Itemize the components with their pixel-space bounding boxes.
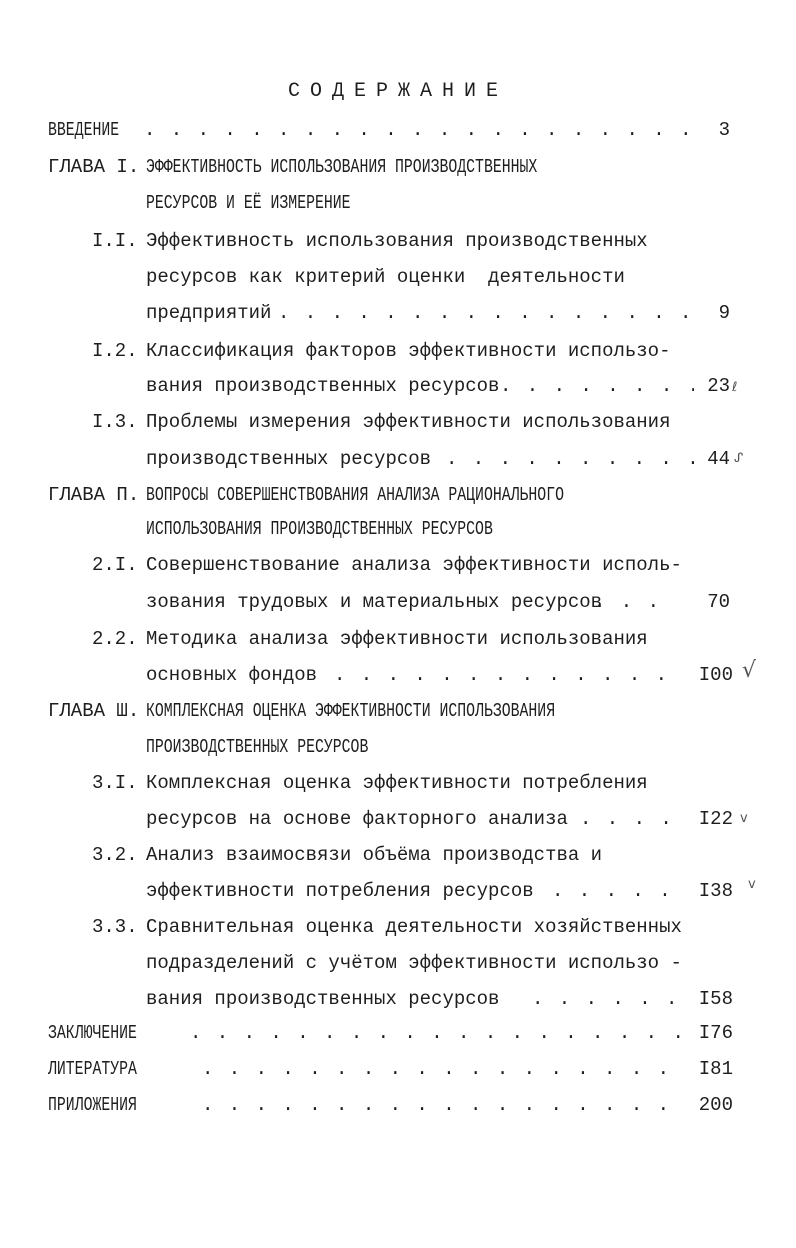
leader-dots xyxy=(190,1021,684,1045)
page-number: 3 xyxy=(718,119,730,141)
page-number: I00 xyxy=(698,664,733,686)
chapter-title-line: ВОПРОСЫ СОВЕРШЕНСТВОВАНИЯ АНАЛИЗА РАЦИОНАЛЬНОГО xyxy=(146,484,564,506)
page-title: СОДЕРЖАНИЕ xyxy=(287,80,509,103)
toc-entry-appendix: ПРИЛОЖЕНИЯ xyxy=(48,1094,137,1116)
section-title-line: подразделений с учётом эффективности использо - xyxy=(146,952,682,974)
section-title-line: производственных ресурсов xyxy=(146,448,432,470)
toc-entry-introduction: ВВЕДЕНИЕ xyxy=(48,119,120,141)
page-number: I76 xyxy=(698,1022,733,1044)
section-title-line: Классификация факторов эффективности использо- xyxy=(146,340,671,362)
toc-entry-conclusion: ЗАКЛЮЧЕНИЕ xyxy=(48,1022,137,1044)
section-title-line: Анализ взаимосвязи объёма производства и xyxy=(146,844,603,866)
page-number: 44 xyxy=(707,448,730,470)
section-title-line: вания производственных ресурсов xyxy=(146,375,500,397)
section-number: 2.2. xyxy=(92,628,138,650)
page-number: I38 xyxy=(698,880,733,902)
leader-dots xyxy=(532,987,684,1011)
section-title-line: вания производственных ресурсов xyxy=(146,988,500,1010)
section-title-line: Сравнительная оценка деятельности хозяйственных xyxy=(146,916,682,938)
page-number: 200 xyxy=(698,1094,733,1116)
section-title-line: Комплексная оценка эффективности потребления xyxy=(146,772,648,794)
section-number: 3.I. xyxy=(92,772,138,794)
leader-dots xyxy=(144,118,694,142)
leader-dots xyxy=(594,590,678,614)
page-number: I81 xyxy=(698,1058,733,1080)
chapter-title-line: КОМПЛЕКСНАЯ ОЦЕНКА ЭФФЕКТИВНОСТИ ИСПОЛЬЗОВАНИЯ xyxy=(146,700,556,722)
leader-dots xyxy=(552,879,684,903)
page-number: 70 xyxy=(707,591,730,613)
checkmark-icon: v xyxy=(740,811,748,826)
leader-dots xyxy=(500,374,694,398)
toc-entry-literature: ЛИТЕРАТУРА xyxy=(48,1058,137,1080)
section-title-line: Методика анализа эффективности использования xyxy=(146,628,648,650)
section-number: I.I. xyxy=(92,230,138,252)
page-number: I58 xyxy=(698,988,733,1010)
chapter-title-line: ЭФФЕКТИВНОСТЬ ИСПОЛЬЗОВАНИЯ ПРОИЗВОДСТВЕННЫХ xyxy=(146,156,538,178)
section-title-line: Совершенствование анализа эффективности исполь- xyxy=(146,554,682,576)
checkmark-icon: v xyxy=(748,877,756,892)
section-title-line: ресурсов на основе факторного анализа xyxy=(146,808,568,830)
leader-dots xyxy=(202,1093,684,1117)
section-title-line: предприятий xyxy=(146,302,272,324)
section-title-line: Эффективность использования производственных xyxy=(146,230,648,252)
leader-dots xyxy=(580,807,684,831)
section-title-line: зования трудовых и материальных ресурсов xyxy=(146,591,603,613)
chapter-heading: ГЛАВА П. xyxy=(48,484,140,506)
chapter-heading: ГЛАВА Ш. xyxy=(48,700,140,722)
section-number: I.3. xyxy=(92,411,138,433)
section-title-line: Проблемы измерения эффективности использования xyxy=(146,411,671,433)
checkmark-icon: √ xyxy=(742,658,757,683)
section-title-line: основных фондов xyxy=(146,664,318,686)
leader-dots xyxy=(278,301,694,325)
section-number: I.2. xyxy=(92,340,138,362)
handwritten-mark-icon: ᔑ xyxy=(734,451,744,466)
leader-dots xyxy=(334,663,684,687)
chapter-title-line: ИСПОЛЬЗОВАНИЯ ПРОИЗВОДСТВЕННЫХ РЕСУРСОВ xyxy=(146,518,493,540)
handwritten-mark-icon: ℓ xyxy=(732,380,738,395)
leader-dots xyxy=(202,1057,684,1081)
chapter-heading: ГЛАВА I. xyxy=(48,156,140,178)
page-number: 23 xyxy=(707,375,730,397)
section-title-line: ресурсов как критерий оценки деятельности xyxy=(146,266,625,288)
section-title-line: эффективности потребления ресурсов xyxy=(146,880,534,902)
chapter-title-line: ПРОИЗВОДСТВЕННЫХ РЕСУРСОВ xyxy=(146,736,369,758)
chapter-title-line: РЕСУРСОВ И ЕЁ ИЗМЕРЕНИЕ xyxy=(146,192,351,214)
section-number: 2.I. xyxy=(92,554,138,576)
section-number: 3.3. xyxy=(92,916,138,938)
page-number: 9 xyxy=(718,302,730,324)
section-number: 3.2. xyxy=(92,844,138,866)
page-number: I22 xyxy=(698,808,733,830)
leader-dots xyxy=(446,447,694,471)
